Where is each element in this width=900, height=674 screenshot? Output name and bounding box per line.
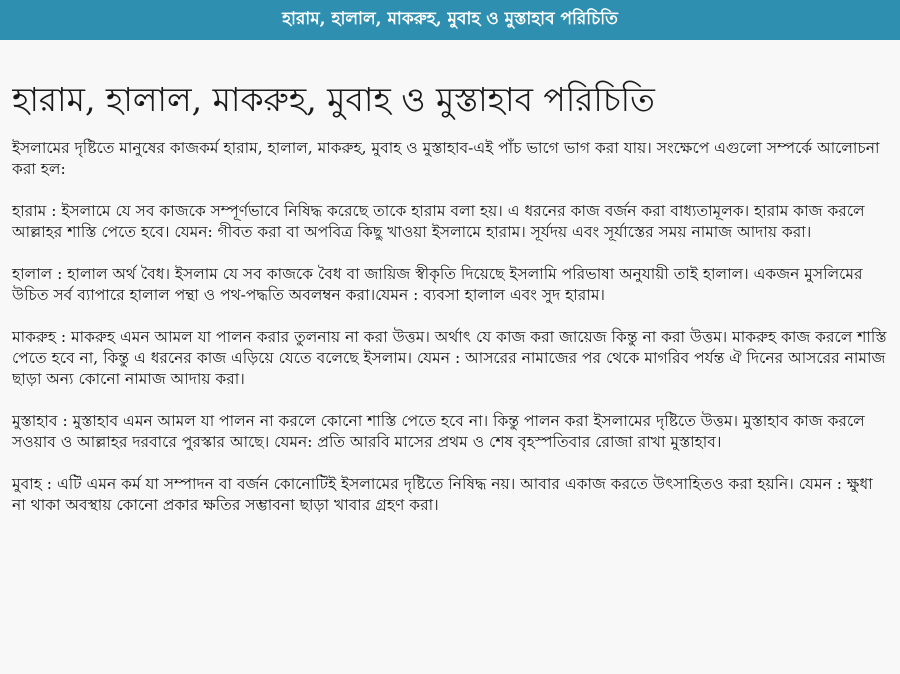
top-bar [0,0,900,40]
halal-paragraph: হালাল : হালাল অর্থ বৈধ। ইসলাম যে সব কাজকে বৈধ বা জায়িজ স্বীকৃতি দিয়েছে ইসলামি পরিভাষা অনুযায়ী তাই হালাল। একজন মুসলিমের উচিত সর্ব ব্যাপারে হালাল পন্থা ও পথ-পদ্ধতি অবলম্বন করা।যেমন : ব্যবসা হালাল এবং সুদ হারাম। [12,264,863,304]
top-bar-title: হারাম, হালাল, মাকরুহ, মুবাহ ও মুস্তাহাব পরিচিতি [282,9,618,29]
page-title: হারাম, হালাল, মাকরুহ, মুবাহ ও মুস্তাহাব পরিচিতি [12,80,655,119]
haram-paragraph: হারাম : ইসলামে যে সব কাজকে সম্পূর্ণভাবে নিষিদ্ধ করেছে তাকে হারাম বলা হয়। এ ধরনের কাজ বর্জন করা বাধ্যতামূলক। হারাম কাজ করলে আল্লাহর শাস্তি পেতে হবে। যেমন: গীবত করা বা অপবিত্র কিছু খাওয়া ইসলামে হারাম। সূর্যদয় এবং সূর্যাস্তের সময় নামাজ আদায় করা। [12,201,865,241]
article-content [0,80,900,516]
mustahab-paragraph: মুস্তাহাব : মুস্তাহাব এমন আমল যা পালন না করলে কোনো শাস্তি পেতে হবে না। কিন্তু পালন করা ইসলামের দৃষ্টিতে উত্তম। মুস্তাহাব কাজ করলে সওয়াব ও আল্লাহর দরবারে পুরস্কার আছে। যেমন: প্রতি আরবি মাসের প্রথম ও শেষ বৃহস্পতিবার রোজা রাখা মুস্তাহাব। [12,411,865,451]
makruh-paragraph: মাকরুহ : মাকরুহ এমন আমল যা পালন করার তুলনায় না করা উত্তম। অর্থাৎ যে কাজ করা জায়েজ কিন্তু না করা উত্তম। মাকরুহ কাজ করলে শাস্তি পেতে হবে না, কিন্তু এ ধরনের কাজ এড়িয়ে যেতে বলেছে ইসলাম। যেমন : আসরের নামাজের পর থেকে মাগরিব পর্যন্ত ঐ দিনের আসরের নামাজ ছাড়া অন্য কোনো নামাজ আদায় করা। [12,327,887,388]
mubah-paragraph: মুবাহ : এটি এমন কর্ম যা সম্পাদন বা বর্জন কোনোটিই ইসলামের দৃষ্টিতে নিষিদ্ধ নয়। আবার একাজ করতে উৎসাহিতও করা হয়নি। যেমন : ক্ষুধা না থাকা অবস্থায় কোনো প্রকার ক্ষতির সম্ভাবনা ছাড়া খাবার গ্রহণ করা। [12,474,873,514]
intro-paragraph: ইসলামের দৃষ্টিতে মানুষের কাজকর্ম হারাম, হালাল, মাকরুহ, মুবাহ ও মুস্তাহাব-এই পাঁচ ভাগে ভাগ করা যায়। সংক্ষেপে এগুলো সম্পর্কে আলোচনা করা হল: [12,138,880,178]
